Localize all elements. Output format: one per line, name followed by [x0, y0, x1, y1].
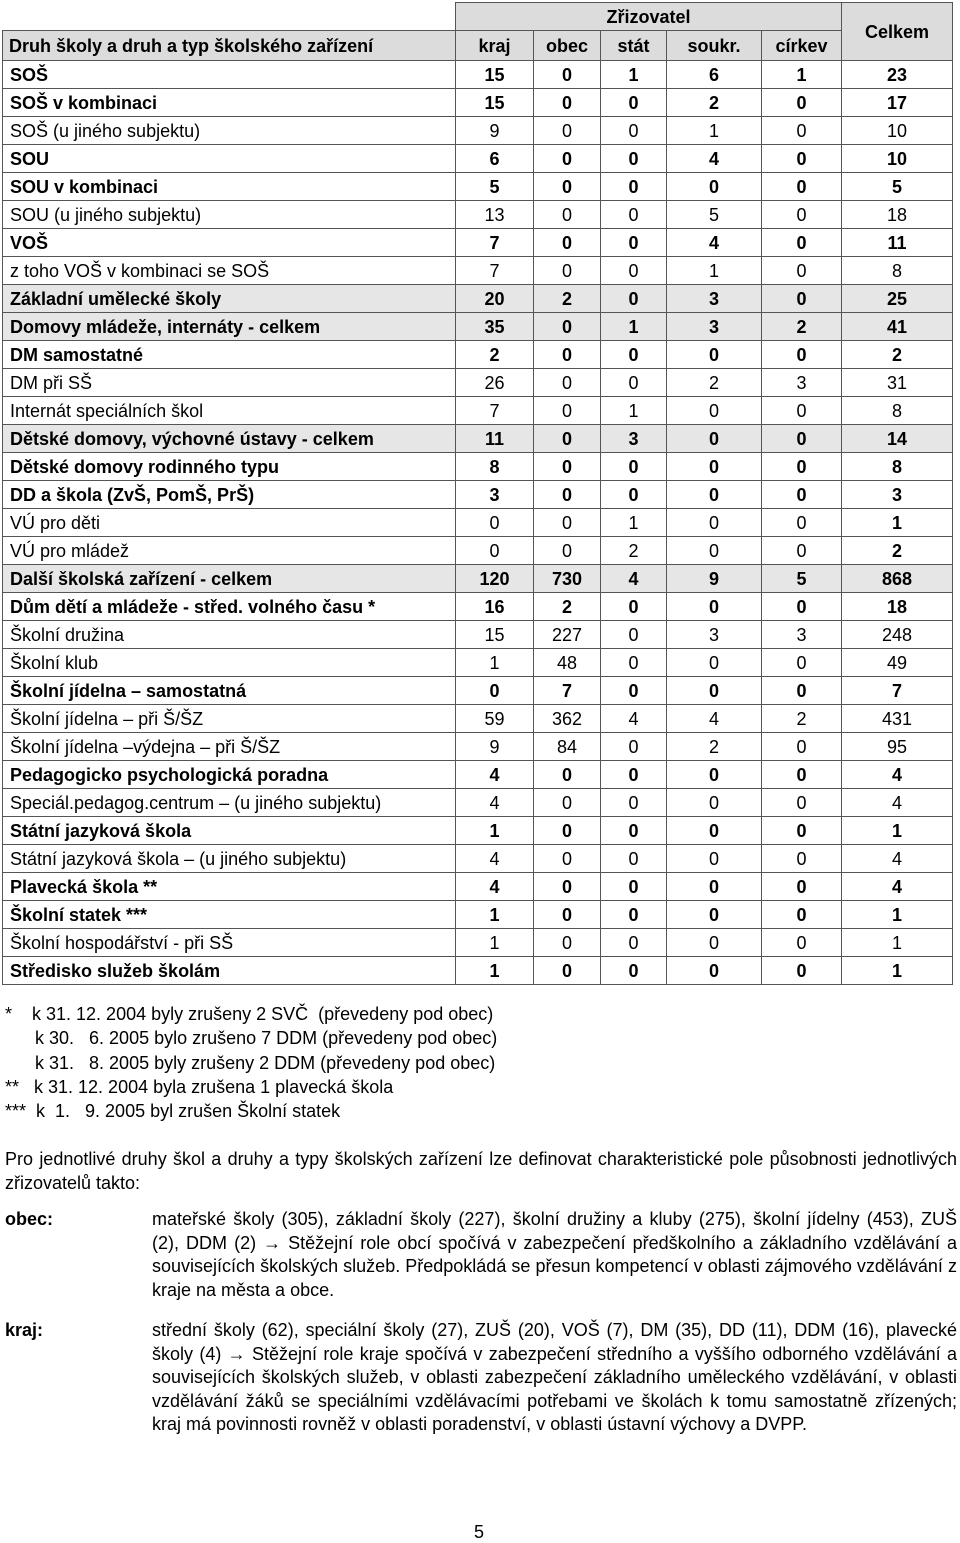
row-value: 0 — [762, 509, 842, 537]
row-value: 5 — [762, 565, 842, 593]
row-value: 0 — [534, 61, 601, 89]
row-value: 5 — [456, 173, 534, 201]
kraj-label: kraj: — [5, 1320, 44, 1340]
row-value: 0 — [534, 453, 601, 481]
row-value: 8 — [456, 453, 534, 481]
header-cirkev: církev — [762, 31, 842, 61]
row-value: 1 — [762, 61, 842, 89]
header-zrizovatel: Zřizovatel — [456, 3, 842, 31]
row-label: z toho VOŠ v kombinaci se SOŠ — [3, 257, 456, 285]
row-value: 0 — [667, 677, 762, 705]
row-value: 0 — [534, 257, 601, 285]
row-value: 0 — [534, 313, 601, 341]
row-value: 0 — [601, 453, 667, 481]
row-value: 1 — [842, 929, 953, 957]
row-value: 0 — [534, 761, 601, 789]
row-value: 0 — [667, 481, 762, 509]
row-value: 18 — [842, 593, 953, 621]
row-label: Školní hospodářství - při SŠ — [3, 929, 456, 957]
row-value: 0 — [534, 369, 601, 397]
header-kraj: kraj — [456, 31, 534, 61]
row-value: 0 — [762, 901, 842, 929]
table-row — [3, 537, 953, 565]
table-row — [3, 957, 953, 985]
row-value: 17 — [842, 89, 953, 117]
row-value: 0 — [601, 901, 667, 929]
footnote-line: k 31. 8. 2005 byly zrušeny 2 DDM (převedeny pod obec) — [5, 1052, 496, 1073]
row-label: Další školská zařízení - celkem — [3, 565, 456, 593]
row-value: 1 — [842, 901, 953, 929]
row-value: 15 — [456, 621, 534, 649]
row-value: 4 — [842, 873, 953, 901]
schools-table — [2, 2, 953, 985]
row-value: 7 — [456, 229, 534, 257]
row-value: 0 — [762, 929, 842, 957]
row-label: Státní jazyková škola — [3, 817, 456, 845]
row-value: 1 — [842, 509, 953, 537]
row-value: 25 — [842, 285, 953, 313]
table-row — [3, 929, 953, 957]
row-value: 0 — [601, 677, 667, 705]
table-row — [3, 873, 953, 901]
header-stat: stát — [601, 31, 667, 61]
kraj-text: střední školy (62), speciální školy (27), ZUŠ (20), VOŠ (7), DM (35), DD (11), DDM (16), plavecké školy (4) → Stěžejní role kraje spočívá v zabezpečení středního a vyššího odborného vzdělávání a souvisejících školských služeb, v oblasti zabezpečení základního uměleckého vzdělávání, v oblasti vzdělávání žáků se speciálními vzdělávacími potřebami ve školách k tomu samostatně zřízených; kraj má povinnosti rovněž v oblasti poradenství, v oblasti ústavní výchovy a DVPP. — [152, 1320, 957, 1434]
table-row — [3, 341, 953, 369]
table-row — [3, 677, 953, 705]
row-value: 0 — [762, 145, 842, 173]
row-value: 1 — [601, 509, 667, 537]
row-value: 10 — [842, 145, 953, 173]
row-value: 15 — [456, 61, 534, 89]
row-value: 0 — [601, 341, 667, 369]
row-label: Státní jazyková škola – (u jiného subjektu) — [3, 845, 456, 873]
row-value: 4 — [456, 845, 534, 873]
row-label: Domovy mládeže, internáty - celkem — [3, 313, 456, 341]
header-obec: obec — [534, 31, 601, 61]
row-value: 0 — [762, 425, 842, 453]
row-value: 8 — [842, 397, 953, 425]
row-value: 0 — [601, 761, 667, 789]
row-value: 0 — [601, 369, 667, 397]
row-label: Školní statek *** — [3, 901, 456, 929]
table-body — [3, 61, 953, 985]
row-value: 0 — [667, 173, 762, 201]
row-value: 0 — [762, 817, 842, 845]
row-value: 11 — [842, 229, 953, 257]
row-value: 2 — [842, 537, 953, 565]
row-value: 0 — [667, 761, 762, 789]
row-value: 7 — [456, 397, 534, 425]
table-row — [3, 621, 953, 649]
row-value: 2 — [667, 89, 762, 117]
row-value: 431 — [842, 705, 953, 733]
row-value: 0 — [534, 341, 601, 369]
row-value: 3 — [762, 369, 842, 397]
header-type: Druh školy a druh a typ školského zařízení — [3, 31, 456, 61]
row-label: Dům dětí a mládeže - střed. volného času * — [3, 593, 456, 621]
row-value: 1 — [667, 257, 762, 285]
row-value: 3 — [456, 481, 534, 509]
kraj-block — [5, 1319, 957, 1437]
row-value: 0 — [667, 957, 762, 985]
table-row — [3, 313, 953, 341]
row-value: 2 — [456, 341, 534, 369]
row-value: 0 — [667, 341, 762, 369]
row-value: 0 — [601, 89, 667, 117]
row-value: 0 — [601, 873, 667, 901]
row-value: 0 — [762, 593, 842, 621]
row-label: Základní umělecké školy — [3, 285, 456, 313]
row-value: 0 — [534, 957, 601, 985]
row-value: 48 — [534, 649, 601, 677]
intro-paragraph: Pro jednotlivé druhy škol a druhy a typy školských zařízení lze definovat charakteristické pole působnosti jednotlivých zřizovatelů takto: — [5, 1149, 957, 1193]
table-row — [3, 481, 953, 509]
row-label: DM samostatné — [3, 341, 456, 369]
row-label: Plavecká škola ** — [3, 873, 456, 901]
table-row — [3, 145, 953, 173]
row-value: 26 — [456, 369, 534, 397]
row-value: 0 — [762, 453, 842, 481]
row-value: 0 — [601, 957, 667, 985]
row-label: VÚ pro mládež — [3, 537, 456, 565]
row-value: 3 — [842, 481, 953, 509]
row-label: Dětské domovy rodinného typu — [3, 453, 456, 481]
row-value: 0 — [601, 145, 667, 173]
row-value: 1 — [456, 901, 534, 929]
row-label: Školní jídelna –výdejna – při Š/ŠZ — [3, 733, 456, 761]
row-value: 0 — [762, 873, 842, 901]
row-value: 0 — [534, 817, 601, 845]
row-label: Internát speciálních škol — [3, 397, 456, 425]
row-label: Dětské domovy, výchovné ústavy - celkem — [3, 425, 456, 453]
row-label: SOŠ v kombinaci — [3, 89, 456, 117]
row-value: 0 — [601, 649, 667, 677]
row-value: 362 — [534, 705, 601, 733]
row-value: 2 — [534, 593, 601, 621]
table-row — [3, 789, 953, 817]
footnote-line: * k 31. 12. 2004 byly zrušeny 2 SVČ (převedeny pod obec) — [5, 1004, 494, 1024]
row-value: 4 — [601, 565, 667, 593]
row-value: 868 — [842, 565, 953, 593]
row-label: SOŠ — [3, 61, 456, 89]
row-label: SOU (u jiného subjektu) — [3, 201, 456, 229]
row-label: DM při SŠ — [3, 369, 456, 397]
row-value: 0 — [762, 89, 842, 117]
row-value: 1 — [456, 649, 534, 677]
row-value: 0 — [762, 789, 842, 817]
table-row — [3, 649, 953, 677]
row-value: 9 — [456, 117, 534, 145]
obec-text: mateřské školy (305), základní školy (227), školní družiny a kluby (275), školní jídelny (453), ZUŠ (2), DDM (2) → Stěžejní role obcí spočívá v zabezpečení předškolního a základního vzdělávání a souvisejících školských služeb. Předpokládá se přesun kompetencí v oblasti zájmového vzdělávání z kraje na města a obce. — [152, 1209, 957, 1300]
row-value: 0 — [534, 173, 601, 201]
table-row — [3, 509, 953, 537]
row-value: 0 — [762, 733, 842, 761]
row-value: 0 — [534, 789, 601, 817]
row-value: 6 — [667, 61, 762, 89]
row-value: 0 — [667, 873, 762, 901]
row-value: 0 — [667, 537, 762, 565]
row-label: VOŠ — [3, 229, 456, 257]
row-value: 248 — [842, 621, 953, 649]
row-value: 0 — [601, 117, 667, 145]
row-value: 3 — [601, 425, 667, 453]
row-value: 23 — [842, 61, 953, 89]
row-value: 31 — [842, 369, 953, 397]
row-value: 6 — [456, 145, 534, 173]
row-value: 4 — [842, 761, 953, 789]
row-value: 0 — [762, 677, 842, 705]
table-row — [3, 201, 953, 229]
row-value: 4 — [842, 789, 953, 817]
row-value: 0 — [534, 537, 601, 565]
page-number: 5 — [474, 1522, 485, 1542]
row-value: 0 — [534, 89, 601, 117]
row-label: Školní družina — [3, 621, 456, 649]
row-value: 14 — [842, 425, 953, 453]
row-label: SOU v kombinaci — [3, 173, 456, 201]
row-value: 0 — [534, 229, 601, 257]
row-value: 0 — [601, 817, 667, 845]
row-value: 0 — [762, 201, 842, 229]
row-value: 8 — [842, 257, 953, 285]
row-value: 18 — [842, 201, 953, 229]
row-value: 0 — [762, 117, 842, 145]
row-value: 41 — [842, 313, 953, 341]
row-label: Pedagogicko psychologická poradna — [3, 761, 456, 789]
row-value: 15 — [456, 89, 534, 117]
table-row — [3, 733, 953, 761]
row-value: 7 — [534, 677, 601, 705]
table-row — [3, 705, 953, 733]
row-value: 0 — [762, 761, 842, 789]
table-row — [3, 229, 953, 257]
row-value: 35 — [456, 313, 534, 341]
row-value: 0 — [456, 509, 534, 537]
row-value: 16 — [456, 593, 534, 621]
row-label: Speciál.pedagog.centrum – (u jiného subjektu) — [3, 789, 456, 817]
row-value: 0 — [534, 509, 601, 537]
row-value: 3 — [667, 313, 762, 341]
table-row — [3, 397, 953, 425]
obec-label: obec: — [5, 1209, 54, 1229]
row-value: 1 — [456, 957, 534, 985]
row-value: 0 — [762, 173, 842, 201]
row-value: 9 — [456, 733, 534, 761]
row-value: 0 — [667, 817, 762, 845]
table-row — [3, 593, 953, 621]
obec-block — [5, 1208, 957, 1302]
row-label: Školní jídelna – samostatná — [3, 677, 456, 705]
table-row — [3, 61, 953, 89]
row-value: 10 — [842, 117, 953, 145]
row-value: 95 — [842, 733, 953, 761]
row-value: 0 — [601, 733, 667, 761]
row-value: 84 — [534, 733, 601, 761]
row-value: 2 — [762, 313, 842, 341]
row-value: 0 — [762, 845, 842, 873]
row-value: 49 — [842, 649, 953, 677]
row-value: 59 — [456, 705, 534, 733]
row-value: 2 — [842, 341, 953, 369]
row-value: 0 — [762, 285, 842, 313]
row-value: 0 — [534, 873, 601, 901]
footnote-line: k 30. 6. 2005 bylo zrušeno 7 DDM (převedeny pod obec) — [5, 1028, 498, 1049]
row-value: 0 — [601, 201, 667, 229]
row-value: 0 — [601, 285, 667, 313]
row-value: 0 — [601, 621, 667, 649]
table-row — [3, 845, 953, 873]
row-value: 4 — [667, 145, 762, 173]
row-label: Středisko služeb školám — [3, 957, 456, 985]
header-soukr: soukr. — [667, 31, 762, 61]
row-value: 1 — [842, 817, 953, 845]
row-label: Školní klub — [3, 649, 456, 677]
row-value: 0 — [667, 901, 762, 929]
table-row — [3, 425, 953, 453]
row-value: 0 — [456, 677, 534, 705]
row-value: 7 — [456, 257, 534, 285]
table-row — [3, 285, 953, 313]
row-value: 0 — [601, 229, 667, 257]
row-value: 1 — [842, 957, 953, 985]
row-label: DD a škola (ZvŠ, PomŠ, PrŠ) — [3, 481, 456, 509]
table-row — [3, 369, 953, 397]
row-value: 4 — [456, 761, 534, 789]
table-row — [3, 761, 953, 789]
footnote-line: ** k 31. 12. 2004 byla zrušena 1 plavecká škola — [5, 1076, 394, 1097]
row-value: 0 — [534, 929, 601, 957]
row-value: 0 — [762, 257, 842, 285]
row-value: 8 — [842, 453, 953, 481]
row-value: 0 — [534, 145, 601, 173]
row-value: 2 — [534, 285, 601, 313]
row-value: 2 — [762, 705, 842, 733]
row-value: 0 — [601, 789, 667, 817]
row-value: 4 — [456, 789, 534, 817]
row-value: 0 — [667, 509, 762, 537]
table-row — [3, 453, 953, 481]
row-value: 4 — [842, 845, 953, 873]
row-value: 13 — [456, 201, 534, 229]
row-value: 0 — [667, 425, 762, 453]
row-value: 227 — [534, 621, 601, 649]
row-value: 5 — [667, 201, 762, 229]
row-value: 0 — [667, 789, 762, 817]
row-value: 0 — [762, 481, 842, 509]
table-row — [3, 901, 953, 929]
row-value: 0 — [667, 397, 762, 425]
row-value: 0 — [762, 957, 842, 985]
row-label: VÚ pro děti — [3, 509, 456, 537]
header-celkem: Celkem — [842, 3, 953, 61]
row-value: 1 — [456, 929, 534, 957]
row-value: 0 — [601, 929, 667, 957]
row-value: 0 — [762, 397, 842, 425]
row-value: 4 — [456, 873, 534, 901]
row-value: 1 — [601, 313, 667, 341]
row-value: 0 — [534, 117, 601, 145]
row-value: 0 — [534, 901, 601, 929]
row-value: 20 — [456, 285, 534, 313]
row-value: 0 — [762, 537, 842, 565]
row-value: 3 — [667, 621, 762, 649]
row-value: 1 — [667, 117, 762, 145]
row-value: 0 — [601, 593, 667, 621]
row-value: 0 — [667, 649, 762, 677]
row-value: 5 — [842, 173, 953, 201]
row-value: 3 — [667, 285, 762, 313]
row-value: 0 — [534, 201, 601, 229]
row-value: 0 — [534, 425, 601, 453]
table-row — [3, 117, 953, 145]
row-value: 1 — [601, 61, 667, 89]
row-value: 0 — [456, 537, 534, 565]
header-empty-cell — [3, 3, 456, 31]
row-value: 120 — [456, 565, 534, 593]
row-value: 0 — [762, 229, 842, 257]
footnotes — [5, 1002, 497, 1123]
row-value: 0 — [667, 929, 762, 957]
row-value: 4 — [667, 705, 762, 733]
table-row — [3, 817, 953, 845]
table-row — [3, 565, 953, 593]
row-value: 0 — [667, 845, 762, 873]
row-value: 0 — [534, 845, 601, 873]
row-value: 0 — [601, 173, 667, 201]
row-label: Školní jídelna – při Š/ŠZ — [3, 705, 456, 733]
row-label: SOŠ (u jiného subjektu) — [3, 117, 456, 145]
row-value: 0 — [601, 845, 667, 873]
row-value: 0 — [762, 341, 842, 369]
row-value: 4 — [601, 705, 667, 733]
row-value: 2 — [667, 369, 762, 397]
row-value: 730 — [534, 565, 601, 593]
row-value: 0 — [762, 649, 842, 677]
row-value: 0 — [534, 481, 601, 509]
row-value: 1 — [601, 397, 667, 425]
row-value: 4 — [667, 229, 762, 257]
row-value: 9 — [667, 565, 762, 593]
row-value: 0 — [667, 453, 762, 481]
row-value: 0 — [534, 397, 601, 425]
table-row — [3, 257, 953, 285]
row-value: 7 — [842, 677, 953, 705]
row-value: 3 — [762, 621, 842, 649]
row-label: SOU — [3, 145, 456, 173]
row-value: 2 — [601, 537, 667, 565]
footnote-line: *** k 1. 9. 2005 byl zrušen Školní statek — [5, 1101, 341, 1122]
row-value: 1 — [456, 817, 534, 845]
row-value: 11 — [456, 425, 534, 453]
table-row — [3, 173, 953, 201]
row-value: 0 — [667, 593, 762, 621]
row-value: 0 — [601, 257, 667, 285]
row-value: 2 — [667, 733, 762, 761]
row-value: 0 — [601, 481, 667, 509]
table-row — [3, 89, 953, 117]
